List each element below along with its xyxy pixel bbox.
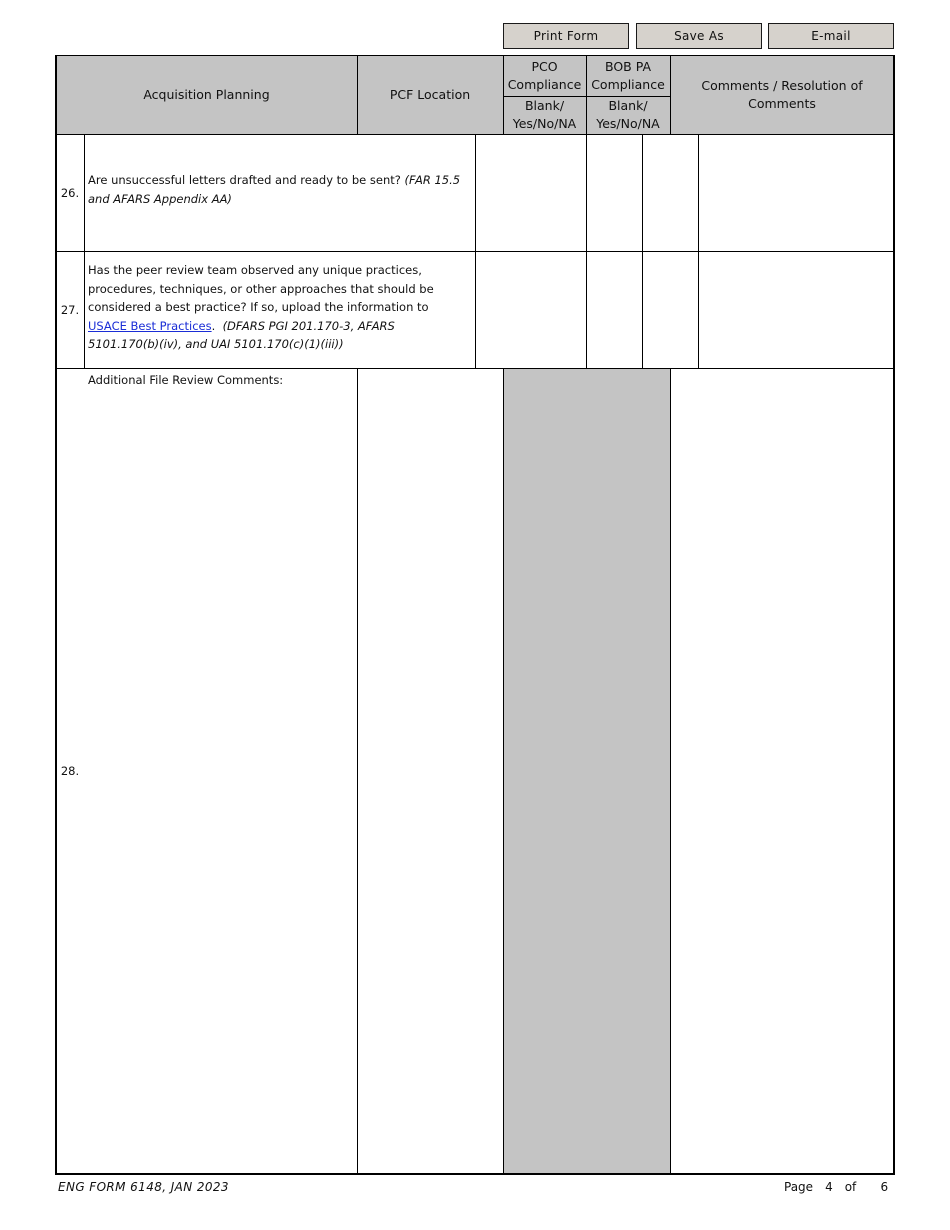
row-num-divider <box>84 134 85 368</box>
header-comments <box>670 56 894 134</box>
row-number: 28. <box>60 763 80 778</box>
print-form-button[interactable]: Print Form <box>503 23 629 49</box>
comments-field[interactable] <box>671 369 893 1173</box>
header-acquisition-label: Acquisition Planning <box>143 87 270 102</box>
save-as-button[interactable]: Save As <box>636 23 762 49</box>
row-question <box>88 171 473 208</box>
page-current: 4 <box>825 1180 833 1194</box>
form-identifier: ENG FORM 6148, JAN 2023 <box>58 1180 229 1194</box>
header-pco-sub-label: Blank/ Yes/No/NA <box>512 98 577 131</box>
header-pcf-location <box>357 56 503 134</box>
additional-comments-field[interactable] <box>84 392 357 1172</box>
header-bob-label: BOB PA Compliance <box>591 59 665 92</box>
comments-field[interactable] <box>699 135 893 251</box>
header-divider-3 <box>586 56 587 134</box>
header-divider-4 <box>670 56 671 134</box>
page-label: Page <box>784 1180 814 1194</box>
pcf-location-field[interactable] <box>476 135 586 251</box>
row-28-divider-2 <box>503 368 504 1173</box>
pco-compliance-field[interactable] <box>587 135 642 251</box>
header-bob-subheader <box>586 96 670 134</box>
row-number: 27. <box>60 302 80 317</box>
question-text-end: . <box>211 318 216 333</box>
row-number: 26. <box>60 185 80 200</box>
table-top-border <box>56 55 894 56</box>
question-text: Has the peer review team observed any unique practices, procedures, techniques, or other approaches that should be considered a best practice? If so, upload the information to <box>88 263 434 314</box>
header-pco-label: PCO Compliance <box>507 59 582 92</box>
page-indicator <box>784 1180 888 1194</box>
comments-field[interactable] <box>699 252 893 368</box>
additional-comments-label: Additional File Review Comments: <box>88 373 284 387</box>
header-pco-compliance <box>503 56 586 96</box>
question-citation: (DFARS PGI 201.170-3, AFARS 5101.170(b)(iv), and UAI 5101.170(c)(1)(iii)) <box>88 318 395 351</box>
header-bob-sub-label: Blank/ Yes/No/NA <box>596 98 660 131</box>
pcf-location-field[interactable] <box>358 369 503 1173</box>
bob-compliance-field[interactable] <box>643 252 698 368</box>
header-pcf-label: PCF Location <box>389 87 471 102</box>
header-divider-2 <box>503 56 504 134</box>
question-citation: (FAR 15.5 and AFARS Appendix AA) <box>88 173 461 206</box>
of-label: of <box>844 1180 857 1194</box>
table-right-border <box>893 55 895 1175</box>
header-divider-1 <box>357 56 358 134</box>
page-total: 6 <box>880 1180 889 1194</box>
pco-compliance-field[interactable] <box>587 252 642 368</box>
header-pco-subheader <box>503 96 586 134</box>
row-28-compliance-block <box>503 368 670 1173</box>
header-bob-compliance <box>586 56 670 96</box>
header-comments-label: Comments / Resolution of Comments <box>701 78 863 111</box>
header-acquisition-planning <box>56 56 357 134</box>
email-button[interactable]: E-mail <box>768 23 894 49</box>
row-question <box>88 261 468 354</box>
best-practices-link[interactable]: USACE Best Practices <box>88 318 212 333</box>
question-text: Are unsuccessful letters drafted and ready to be sent? <box>88 173 401 187</box>
table-bottom-border <box>56 1173 894 1175</box>
bob-compliance-field[interactable] <box>643 135 698 251</box>
pcf-location-field[interactable] <box>476 252 586 368</box>
